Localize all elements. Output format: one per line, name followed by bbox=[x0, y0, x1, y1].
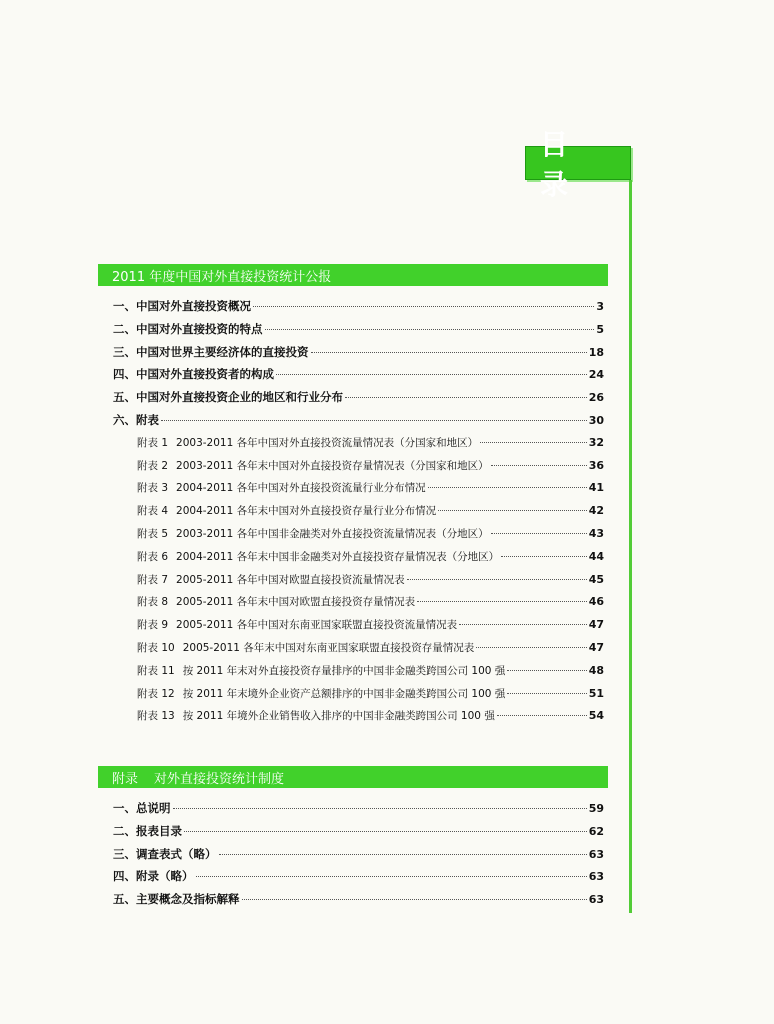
page-number: 59 bbox=[588, 802, 604, 815]
section-heading-text: 附录 bbox=[112, 771, 139, 787]
page-number: 36 bbox=[588, 458, 604, 472]
page-number: 5 bbox=[596, 322, 604, 336]
page-number: 63 bbox=[588, 847, 604, 861]
page-number: 46 bbox=[588, 595, 604, 609]
page-number: 45 bbox=[588, 572, 604, 586]
toc-entry[interactable]: 四、中国对外直接投资者的构成 24 bbox=[113, 367, 604, 382]
page-title: 目 录 bbox=[525, 146, 631, 180]
page-number: 32 bbox=[588, 435, 604, 449]
toc-appendix-entry[interactable]: 附表 6 2004-2011 各年末中国非金融类对外直接投资存量情况表（分地区） 44 bbox=[137, 549, 604, 563]
toc-appendix-entry[interactable]: 附表 2 2003-2011 各年末中国对外直接投资存量情况表（分国家和地区） 36 bbox=[137, 458, 604, 472]
toc-appendix-entry[interactable]: 附表 13 按 2011 年境外企业销售收入排序的中国非金融类跨国公司 100 强 54 bbox=[137, 709, 604, 723]
toc-entry[interactable]: 三、中国对世界主要经济体的直接投资 18 bbox=[113, 344, 604, 359]
toc-section-1 bbox=[113, 298, 604, 731]
page-number: 42 bbox=[588, 504, 604, 518]
toc-appendix-entry[interactable]: 附表 1 2003-2011 各年中国对外直接投资流量情况表（分国家和地区） 32 bbox=[137, 435, 604, 449]
decorative-vertical-line bbox=[629, 180, 632, 913]
toc-appendix-entry[interactable]: 附表 10 2005-2011 各年末中国对东南亚国家联盟直接投资存量情况表 47 bbox=[137, 640, 604, 654]
toc-appendix-entry[interactable]: 附表 4 2004-2011 各年末中国对外直接投资存量行业分布情况 42 bbox=[137, 504, 604, 518]
section-heading-subtext: 对外直接投资统计制度 bbox=[154, 771, 285, 787]
toc-entry[interactable]: 三、调查表式（略） 63 bbox=[113, 846, 604, 861]
toc-appendix-entry[interactable]: 附表 12 按 2011 年末境外企业资产总额排序的中国非金融类跨国公司 100 强 51 bbox=[137, 686, 604, 700]
toc-entry[interactable]: 五、主要概念及指标解释 63 bbox=[113, 892, 604, 907]
page-number: 41 bbox=[588, 481, 604, 495]
toc-appendix-entry[interactable]: 附表 8 2005-2011 各年末中国对欧盟直接投资存量情况表 46 bbox=[137, 595, 604, 609]
page-number: 30 bbox=[588, 413, 604, 427]
toc-entry[interactable]: 二、报表目录 62 bbox=[113, 823, 604, 838]
page-number: 63 bbox=[588, 893, 604, 907]
page-number: 26 bbox=[588, 391, 604, 405]
page-number: 54 bbox=[588, 709, 604, 723]
page-number: 47 bbox=[588, 618, 604, 632]
page-number: 3 bbox=[596, 300, 604, 313]
section-heading-text: 2011 年度中国对外直接投资统计公报 bbox=[112, 269, 332, 285]
toc-entry[interactable]: 一、总说明 59 bbox=[113, 801, 604, 815]
section-heading bbox=[98, 766, 608, 788]
toc-appendix-entry[interactable]: 附表 11 按 2011 年末对外直接投资存量排序的中国非金融类跨国公司 100 强 48 bbox=[137, 663, 604, 677]
toc-entry[interactable]: 二、中国对外直接投资的特点 5 bbox=[113, 321, 604, 336]
toc-section-2 bbox=[113, 800, 604, 914]
page-number: 44 bbox=[588, 549, 604, 563]
toc-appendix-entry[interactable]: 附表 9 2005-2011 各年中国对东南亚国家联盟直接投资流量情况表 47 bbox=[137, 618, 604, 632]
page-number: 48 bbox=[588, 663, 604, 677]
toc-entry[interactable]: 一、中国对外直接投资概况 3 bbox=[113, 299, 604, 313]
page-number: 62 bbox=[588, 824, 604, 838]
toc-entry[interactable]: 五、中国对外直接投资企业的地区和行业分布 26 bbox=[113, 390, 604, 405]
toc-entry[interactable]: 六、附表 30 bbox=[113, 412, 604, 427]
toc-appendix-entry[interactable]: 附表 5 2003-2011 各年中国非金融类对外直接投资流量情况表（分地区） 43 bbox=[137, 526, 604, 540]
page-number: 51 bbox=[588, 686, 604, 700]
page-number: 63 bbox=[588, 870, 604, 884]
page-number: 47 bbox=[588, 640, 604, 654]
toc-appendix-entry[interactable]: 附表 3 2004-2011 各年中国对外直接投资流量行业分布情况 41 bbox=[137, 481, 604, 495]
toc-entry[interactable]: 四、附录（略） 63 bbox=[113, 869, 604, 884]
page-number: 18 bbox=[588, 345, 604, 359]
page-number: 24 bbox=[588, 368, 604, 382]
page-number: 43 bbox=[588, 526, 604, 540]
section-heading bbox=[98, 264, 608, 286]
toc-appendix-entry[interactable]: 附表 7 2005-2011 各年中国对欧盟直接投资流量情况表 45 bbox=[137, 572, 604, 586]
